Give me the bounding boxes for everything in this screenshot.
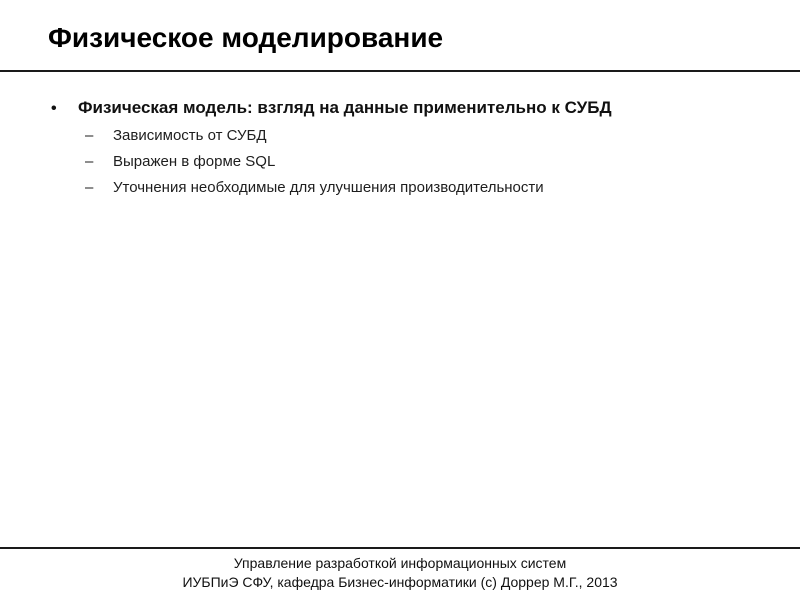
sub-bullet-item [48, 149, 788, 175]
dash-marker: – [85, 179, 94, 196]
sub-bullet-text: Выражен в форме SQL [113, 153, 276, 170]
footer-divider [0, 547, 800, 549]
slide-title: Физическое моделирование [48, 22, 444, 53]
dash-marker: – [85, 127, 94, 144]
bullet-item [48, 96, 788, 121]
dash-marker: – [85, 153, 94, 170]
bullet-marker: • [51, 100, 57, 117]
slide-content [48, 96, 788, 201]
sub-bullet-item [48, 175, 788, 201]
sub-bullet-item [48, 123, 788, 149]
bullet-text: Физическая модель: взгляд на данные применительно к СУБД [78, 98, 612, 117]
footer-course-title: Управление разработкой информационных систем [233, 555, 567, 571]
sub-bullet-list [48, 123, 788, 201]
sub-bullet-text: Уточнения необходимые для улучшения производительности [113, 179, 544, 196]
slide-footer [0, 554, 800, 592]
sub-bullet-text: Зависимость от СУБД [113, 127, 267, 144]
title-divider [0, 70, 800, 72]
footer-credits: ИУБПиЭ СФУ, кафедра Бизнес-информатики (с) Доррер М.Г., 2013 [182, 574, 618, 590]
